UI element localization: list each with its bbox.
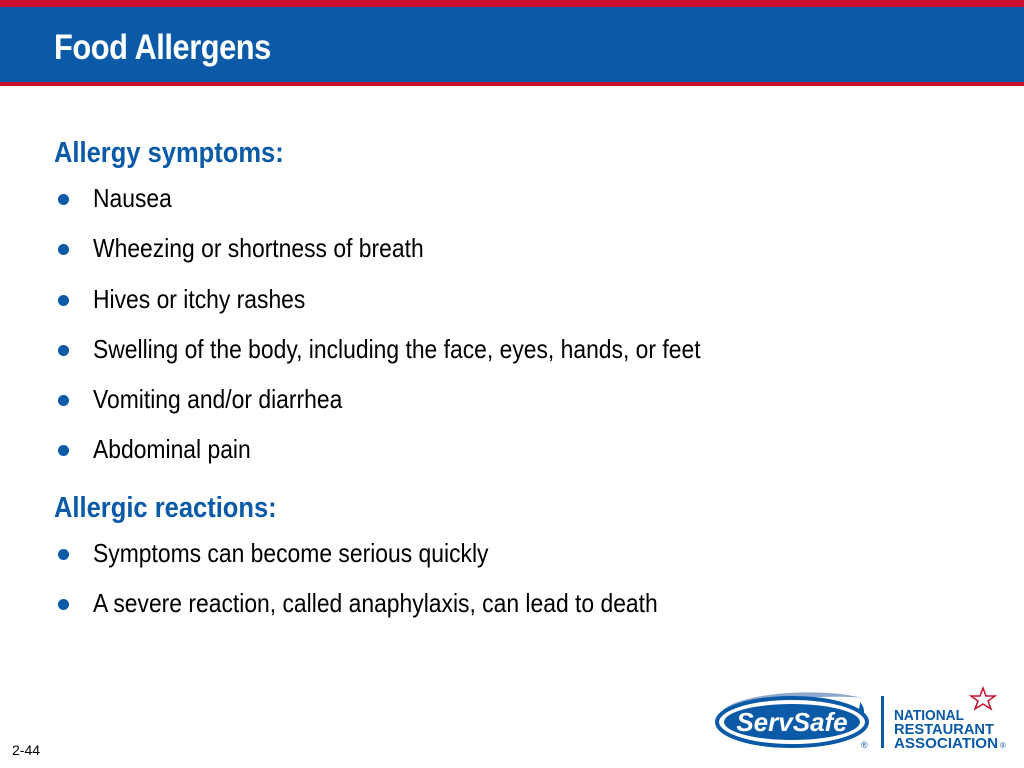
header-top-stripe <box>0 0 1024 7</box>
list-item <box>54 424 974 474</box>
bullet-dot-icon <box>58 599 69 610</box>
bullet-dot-icon <box>58 244 69 255</box>
bullet-dot-icon <box>58 549 69 560</box>
list-item-text: A severe reaction, called anaphylaxis, can lead to death <box>93 588 658 619</box>
list-item <box>54 324 974 374</box>
nra-registered-mark: ® <box>1000 741 1006 750</box>
list-item <box>54 223 974 273</box>
list-item <box>54 274 974 324</box>
logo-divider <box>881 696 884 748</box>
list-item-text: Symptoms can become serious quickly <box>93 537 489 568</box>
page-number: 2-44 <box>12 742 41 758</box>
list-item-text: Nausea <box>93 183 172 213</box>
bullet-dot-icon <box>58 295 69 306</box>
list-item <box>54 528 974 578</box>
bullet-dot-icon <box>58 445 69 456</box>
servsafe-logo <box>717 692 868 750</box>
nra-logo-line3: ASSOCIATION <box>894 735 998 752</box>
reactions-list <box>54 528 974 629</box>
list-item-text: Abdominal pain <box>93 434 251 465</box>
nra-logo <box>894 688 1006 752</box>
list-item-text: Wheezing or shortness of breath <box>93 233 424 264</box>
list-item <box>54 374 974 424</box>
section-heading-reactions: Allergic reactions: <box>54 491 277 524</box>
list-item-text: Vomiting and/or diarrhea <box>93 384 343 415</box>
logo-area <box>712 686 1012 756</box>
bullet-dot-icon <box>58 194 69 205</box>
servsafe-logo-text: ServSafe <box>736 707 848 737</box>
list-item <box>54 173 974 223</box>
bullet-dot-icon <box>58 345 69 356</box>
list-item <box>54 578 974 628</box>
bullet-dot-icon <box>58 395 69 406</box>
header-bottom-stripe <box>0 82 1024 86</box>
star-icon <box>971 688 995 709</box>
symptoms-list <box>54 173 974 475</box>
section-heading-symptoms: Allergy symptoms: <box>54 137 284 169</box>
servsafe-registered-mark: ® <box>861 740 868 750</box>
list-item-text: Swelling of the body, including the face, eyes, hands, or feet <box>93 333 701 364</box>
slide-title: Food Allergens <box>54 28 271 67</box>
list-item-text: Hives or itchy rashes <box>93 283 306 314</box>
nra-logo-line1: NATIONAL <box>894 707 964 724</box>
slide-content <box>54 133 974 628</box>
nra-logo-line2: RESTAURANT <box>894 721 994 738</box>
